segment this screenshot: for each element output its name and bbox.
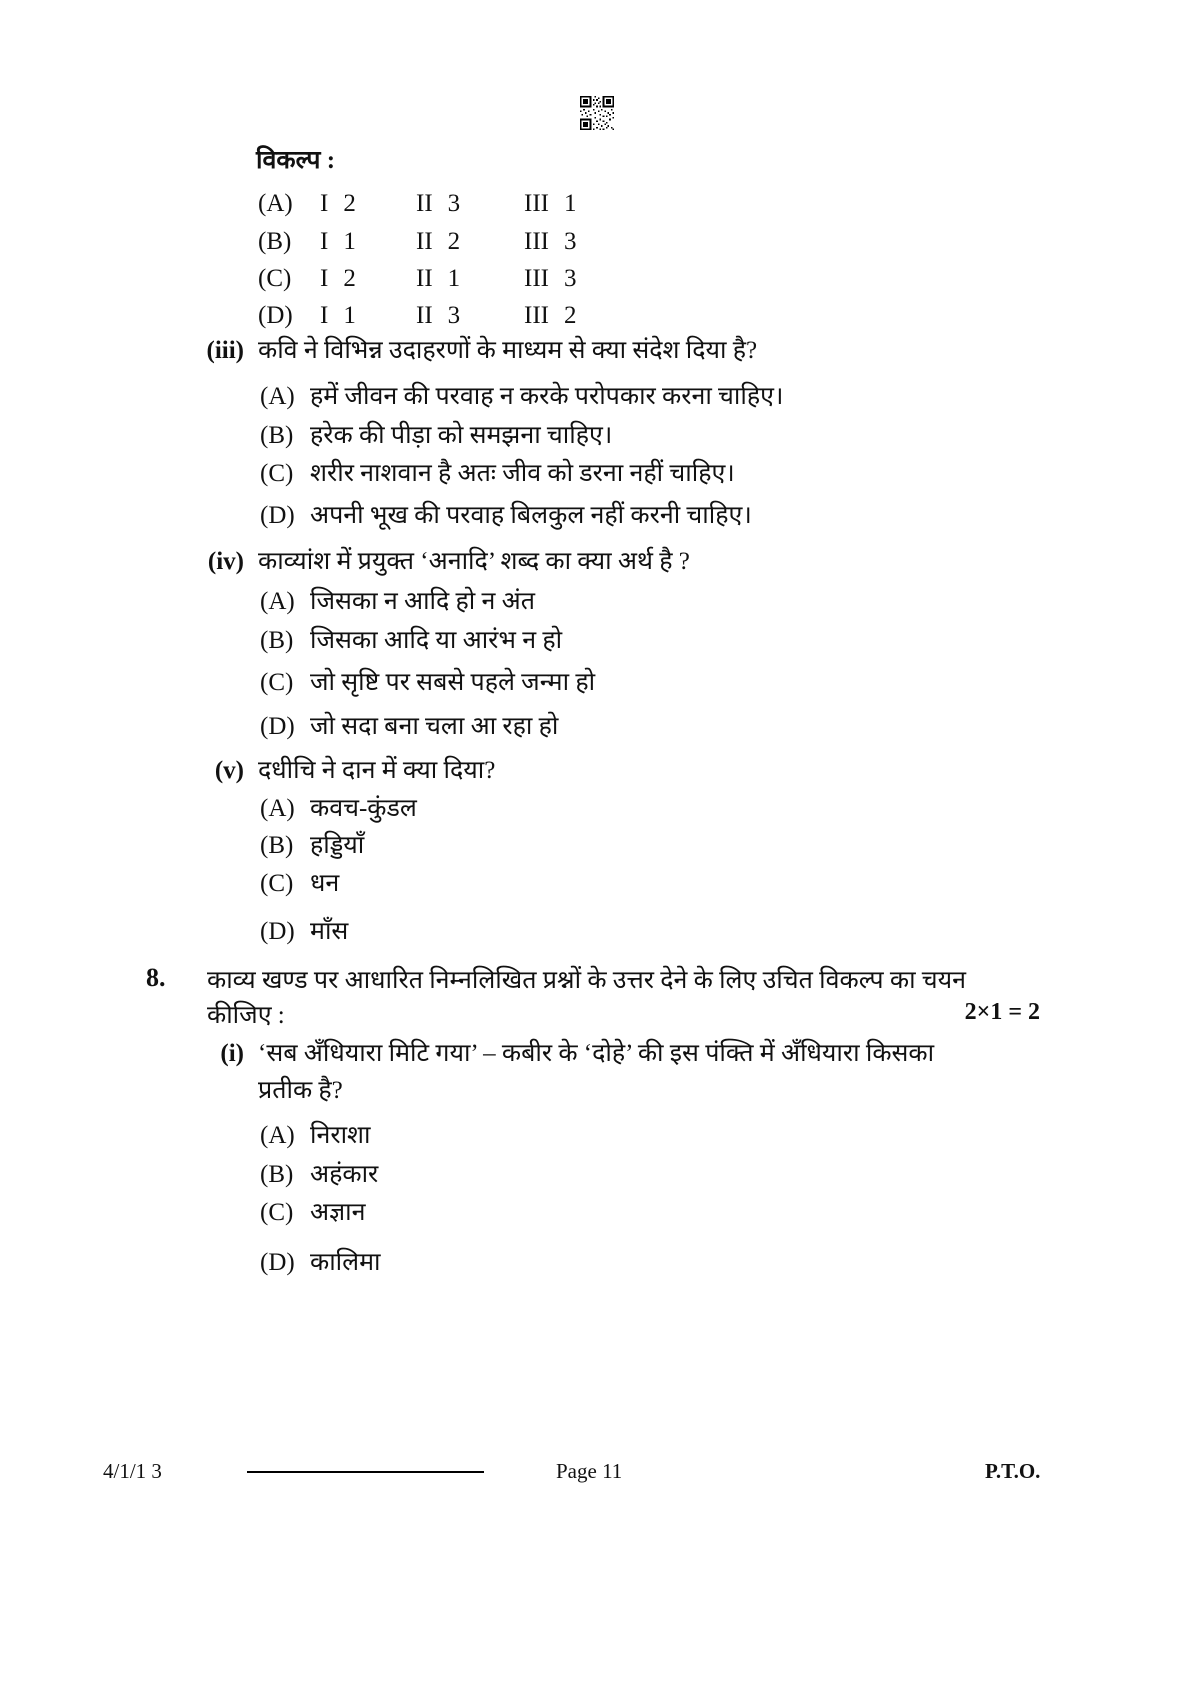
option-letter: (B) <box>260 832 294 859</box>
question-8-line-1: काव्य खण्ड पर आधारित निम्नलिखित प्रश्नों के उत्तर देने के लिए उचित विकल्प का चयन <box>207 967 967 994</box>
roman-numeral: II <box>416 228 433 255</box>
paper-code: 4/1/1 3 <box>103 1459 162 1483</box>
cell-value: 1 <box>343 302 356 329</box>
option-letter: (B) <box>260 1161 294 1188</box>
vikalp-cell <box>524 300 576 331</box>
cell-value: 2 <box>563 302 577 329</box>
pto-label: P.T.O. <box>985 1459 1041 1483</box>
roman-numeral: II <box>416 302 433 329</box>
cell-value: 2 <box>343 190 356 217</box>
question-8-line-2: कीजिए : <box>207 1002 285 1029</box>
option-row <box>260 420 612 451</box>
option-row <box>260 1159 378 1190</box>
vikalp-cell <box>416 263 524 294</box>
option-text: कालिमा <box>310 1249 381 1276</box>
option-letter: (C) <box>260 669 294 696</box>
option-text: हरेक की पीड़ा को समझना चाहिए। <box>310 422 613 449</box>
subquestion-iii <box>206 335 758 366</box>
cell-value: 3 <box>563 265 577 292</box>
vikalp-row-a <box>258 188 576 219</box>
vikalp-row-b <box>258 226 576 257</box>
subquestion-marker: (iv) <box>207 548 244 575</box>
question-text: ‘सब अँधियारा मिटि गया’ – कबीर के ‘दोहे’ की इस पंक्ति में अँधियारा किसका <box>258 1040 935 1067</box>
roman-numeral: I <box>320 190 329 217</box>
roman-numeral: II <box>416 265 433 292</box>
roman-numeral: I <box>320 228 329 255</box>
option-letter: (C) <box>258 265 292 292</box>
option-text: निराशा <box>310 1122 371 1149</box>
option-row <box>260 586 535 617</box>
option-text: हड्डियाँ <box>310 832 365 859</box>
vikalp-cell <box>320 226 416 257</box>
option-letter: (A) <box>260 588 295 615</box>
option-letter: (B) <box>260 422 294 449</box>
option-text: जिसका आदि या आरंभ न हो <box>310 627 563 654</box>
footer-divider <box>247 1471 484 1473</box>
roman-numeral: II <box>416 190 433 217</box>
vikalp-cell <box>416 300 524 331</box>
subquestion-marker: (iii) <box>206 337 244 364</box>
cell-value: 2 <box>343 265 356 292</box>
marks-label: 2×1 = 2 <box>964 999 1040 1025</box>
option-letter: (A) <box>260 383 295 410</box>
option-row <box>260 1247 381 1278</box>
roman-numeral: I <box>320 265 329 292</box>
option-row <box>260 711 558 742</box>
option-letter: (C) <box>260 870 294 897</box>
option-row <box>260 916 348 947</box>
cell-value: 1 <box>343 228 356 255</box>
option-letter: (B) <box>260 627 294 654</box>
option-row <box>260 1197 365 1228</box>
option-text: अहंकार <box>310 1161 379 1188</box>
vikalp-cell <box>416 226 524 257</box>
vikalp-cell <box>524 188 576 219</box>
vikalp-cell <box>524 226 576 257</box>
subquestion-v <box>214 755 496 786</box>
subquestion-i <box>220 1038 935 1069</box>
vikalp-cell <box>416 188 524 219</box>
option-letter: (D) <box>260 918 295 945</box>
option-text: जो सृष्टि पर सबसे पहले जन्मा हो <box>310 669 596 696</box>
subquestion-i-line-2: प्रतीक है? <box>258 1077 343 1104</box>
cell-value: 3 <box>447 302 461 329</box>
page-number: Page 11 <box>556 1459 623 1483</box>
question-text: काव्यांश में प्रयुक्त ‘अनादि’ शब्द का क्या अर्थ है ? <box>258 548 690 575</box>
option-row <box>260 830 364 861</box>
option-letter: (D) <box>258 302 293 329</box>
qr-code-icon <box>580 96 614 130</box>
vikalp-cell <box>524 263 576 294</box>
cell-value: 3 <box>563 228 577 255</box>
option-text: जो सदा बना चला आ रहा हो <box>310 713 559 740</box>
roman-numeral: III <box>524 302 549 329</box>
option-letter: (A) <box>258 190 293 217</box>
question-number: 8. <box>146 963 166 992</box>
subquestion-iv <box>207 546 690 577</box>
roman-numeral: I <box>320 302 329 329</box>
option-text: अज्ञान <box>310 1199 366 1226</box>
cell-value: 2 <box>447 228 461 255</box>
option-row <box>260 667 595 698</box>
vikalp-cell <box>320 300 416 331</box>
option-row <box>260 381 783 412</box>
question-text: कवि ने विभिन्न उदाहरणों के माध्यम से क्या संदेश दिया है? <box>258 337 758 364</box>
option-letter: (A) <box>260 795 295 822</box>
option-row <box>260 500 752 531</box>
cell-value: 1 <box>563 190 577 217</box>
option-text: जिसका न आदि हो न अंत <box>310 588 536 615</box>
option-letter: (B) <box>258 228 292 255</box>
cell-value: 1 <box>447 265 461 292</box>
roman-numeral: III <box>524 228 549 255</box>
option-text: शरीर नाशवान है अतः जीव को डरना नहीं चाहिए। <box>310 460 735 487</box>
option-letter: (D) <box>260 1249 295 1276</box>
roman-numeral: III <box>524 265 549 292</box>
subquestion-marker: (v) <box>214 757 244 784</box>
option-text: कवच-कुंडल <box>310 795 417 822</box>
option-row <box>260 458 735 489</box>
roman-numeral: III <box>524 190 549 217</box>
option-letter: (C) <box>260 1199 294 1226</box>
option-letter: (C) <box>260 460 294 487</box>
option-letter: (D) <box>260 502 295 529</box>
option-text: हमें जीवन की परवाह न करके परोपकार करना चाहिए। <box>310 383 784 410</box>
vikalp-heading: विकल्प : <box>256 147 336 174</box>
option-row <box>260 1120 371 1151</box>
option-row <box>260 625 562 656</box>
option-text: अपनी भूख की परवाह बिलकुल नहीं करनी चाहिए। <box>310 502 752 529</box>
vikalp-cell <box>320 263 416 294</box>
vikalp-cell <box>320 188 416 219</box>
option-row <box>260 868 339 899</box>
vikalp-row-c <box>258 263 576 294</box>
subquestion-marker: (i) <box>220 1040 244 1067</box>
option-text: माँस <box>310 918 349 945</box>
question-text: दधीचि ने दान में क्या दिया? <box>258 757 496 784</box>
option-letter: (A) <box>260 1122 295 1149</box>
cell-value: 3 <box>447 190 461 217</box>
option-letter: (D) <box>260 713 295 740</box>
option-row <box>260 793 417 824</box>
option-text: धन <box>310 870 340 897</box>
vikalp-row-d <box>258 300 576 331</box>
